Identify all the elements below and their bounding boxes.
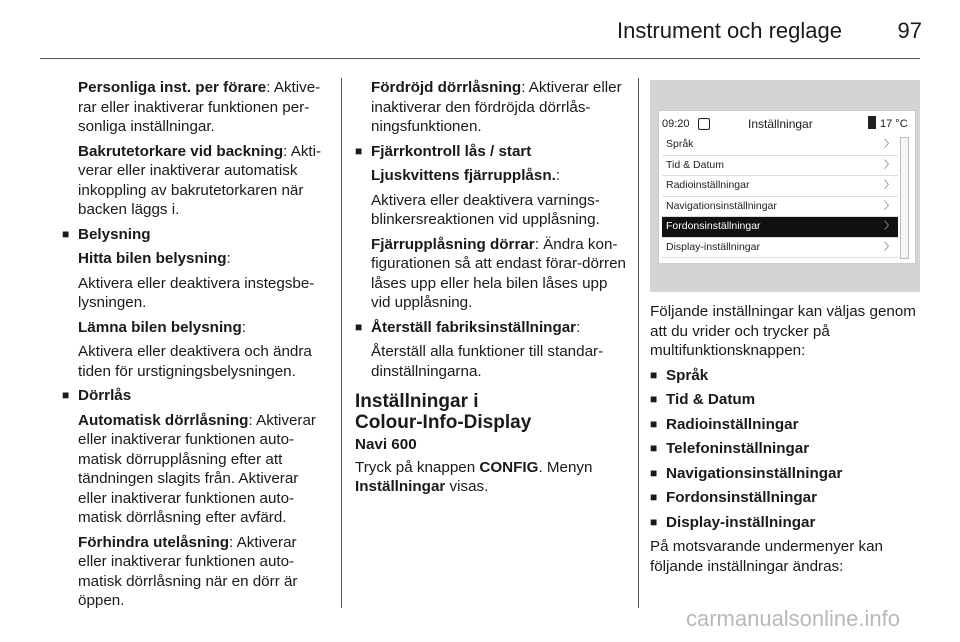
chevron-right-icon: 〉 xyxy=(884,241,894,253)
bullet-heading: Återställ fabriksinställningar xyxy=(371,318,577,336)
chevron-right-icon: 〉 xyxy=(884,200,894,212)
display-menu-item[interactable] xyxy=(662,238,898,259)
display-menu-list xyxy=(662,135,898,258)
clock-icon xyxy=(698,118,710,130)
paragraph xyxy=(62,249,327,269)
column-divider xyxy=(638,78,639,608)
paragraph: Aktivera eller deaktivera instegsbe-lysningen. xyxy=(78,274,315,311)
colon: : xyxy=(576,318,581,336)
button-name: CONFIG xyxy=(479,458,539,476)
display-menu-item[interactable] xyxy=(662,156,898,177)
bullet-heading: ■ Fjärrkontroll lås / start xyxy=(355,142,627,162)
watermark: carmanualsonline.info xyxy=(685,606,900,631)
paragraph xyxy=(355,166,627,186)
paragraph xyxy=(62,533,327,611)
menu-item-label: Språk xyxy=(666,138,694,150)
menu-name: Inställningar xyxy=(355,478,446,495)
text-run: Tryck på knappen xyxy=(355,458,480,476)
bullet-item: ■ Fordonsinställningar xyxy=(650,488,920,508)
paragraph: Följande inställningar kan väljas genom att du vrider och trycker på multifunktionsknappen: xyxy=(650,303,916,359)
menu-item-label: Tid & Datum xyxy=(666,158,724,171)
bullet-item: ■ Tid & Datum xyxy=(650,390,920,410)
chevron-right-icon: 〉 xyxy=(884,159,894,171)
display-menu-item[interactable] xyxy=(662,197,898,218)
display-menu-item[interactable] xyxy=(662,176,898,197)
colon: : xyxy=(226,250,231,267)
term: Hitta bilen belysning xyxy=(78,250,227,267)
text-run: . Menyn xyxy=(538,458,593,476)
page-title: Instrument och reglage xyxy=(616,18,842,43)
term: Fjärrupplåsning dörrar xyxy=(371,235,535,253)
definition: : Aktive-rar eller inaktiverar funktionen per-sonliga inställningar. xyxy=(78,79,321,135)
column-1 xyxy=(62,78,327,616)
column-3 xyxy=(650,302,920,581)
bullet-heading: ■ Dörrlås xyxy=(62,386,327,406)
colon: : xyxy=(241,318,246,336)
text-run: visas. xyxy=(445,478,489,495)
definition: : Aktiverar eller inaktiverar funktionen auto-matisk dörrupplåsning efter att tändningen slagits från. Aktiverar eller inaktiverar funktionen auto-matisk dörrlåsning efter avfärd. xyxy=(78,411,316,526)
paragraph xyxy=(62,142,327,220)
subsection-heading: Navi 600 xyxy=(355,436,417,453)
header-divider xyxy=(40,58,920,59)
column-divider xyxy=(341,78,342,608)
section-heading xyxy=(355,391,627,433)
paragraph: På motsvarande undermenyer kan följande inställningar ändras: xyxy=(650,538,884,575)
paragraph: Aktivera eller deaktivera varnings-blinkersreaktionen vid upplåsning. xyxy=(371,191,600,228)
display-time: 09:20 xyxy=(662,118,690,130)
definition: : Aktiverar eller inaktiverar funktionen auto-matisk dörrlåsning när en dörr är öppen. xyxy=(78,533,298,609)
bullet-item: ■ Telefoninställningar xyxy=(650,439,920,459)
display-temperature: 17 °C xyxy=(880,118,908,130)
paragraph xyxy=(62,411,327,528)
section-heading-line: Inställningar i xyxy=(355,391,479,412)
bullet-heading: ■ Belysning xyxy=(62,225,327,245)
term: Förhindra utelåsning xyxy=(78,533,230,551)
page-header xyxy=(0,0,960,58)
paragraph xyxy=(355,458,627,497)
bullet-item: ■ Språk xyxy=(650,366,920,386)
colon: : xyxy=(555,167,561,184)
display-scrollbar xyxy=(900,137,909,259)
bullet-item: ■ Radioinställningar xyxy=(650,415,920,435)
chevron-right-icon: 〉 xyxy=(884,221,894,232)
bullet-item: ■ Navigationsinställningar xyxy=(650,464,920,484)
menu-item-label: Radioinställningar xyxy=(666,179,750,191)
definition: : Aktiverar eller inaktiverar den fördröjda dörrlås-ningsfunktionen. xyxy=(371,79,622,135)
menu-item-label: Display-inställningar xyxy=(666,240,760,253)
paragraph xyxy=(355,235,627,313)
paragraph xyxy=(355,78,627,137)
chevron-right-icon: 〉 xyxy=(884,139,894,150)
display-status-bar xyxy=(662,116,910,135)
paragraph xyxy=(62,318,327,338)
page-number: 97 xyxy=(897,18,922,43)
paragraph: Aktivera eller deaktivera och ändra tiden för urstigningsbelysningen. xyxy=(78,343,312,380)
paragraph xyxy=(62,78,327,137)
menu-item-label: Fordonsinställningar xyxy=(666,220,761,232)
definition: : Akti-verar eller inaktiverar automatisk inkoppling av bakrutetorkaren när backen läggs i. xyxy=(78,142,322,218)
display-title: Inställningar xyxy=(748,117,813,131)
chevron-right-icon: 〉 xyxy=(884,180,894,191)
menu-item-label: Navigationsinställningar xyxy=(666,199,777,212)
temperature-icon xyxy=(868,116,876,129)
display-menu-item-selected[interactable] xyxy=(662,217,898,238)
section-heading-line: Colour-Info-Display xyxy=(355,412,532,433)
bullet-item: ■ Display-inställningar xyxy=(650,513,920,533)
bullet-item xyxy=(355,318,627,338)
term: Automatisk dörrlåsning xyxy=(78,411,249,429)
term: Fördröjd dörrlåsning xyxy=(371,79,522,96)
term: Ljuskvittens fjärrupplåsn. xyxy=(371,167,556,184)
term: Lämna bilen belysning xyxy=(78,318,242,336)
term: Personliga inst. per förare xyxy=(78,79,267,96)
column-2 xyxy=(355,78,627,502)
display-menu-item[interactable] xyxy=(662,135,898,156)
paragraph: Återställ alla funktioner till standar-dinställningarna. xyxy=(371,343,604,380)
definition: : Ändra kon-figurationen så att endast förar-dörren låses upp eller hela bilen låses upp vid upplåsning. xyxy=(371,235,626,311)
term: Bakrutetorkare vid backning xyxy=(78,142,284,160)
